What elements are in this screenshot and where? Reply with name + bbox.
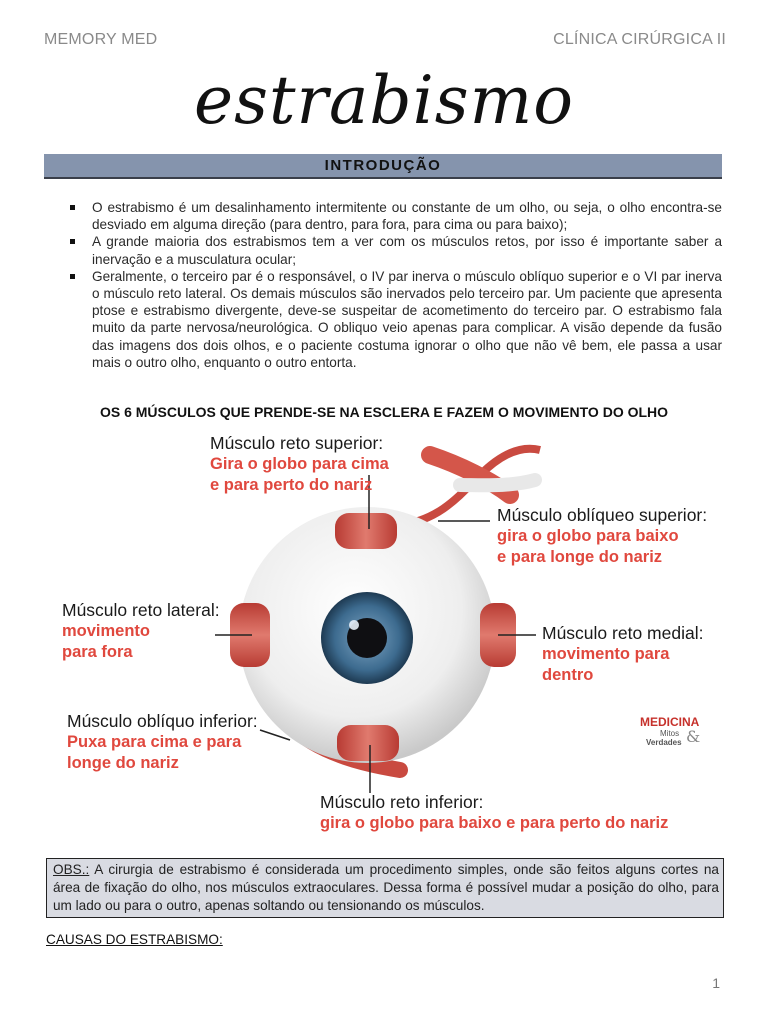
label-obliquo-superior bbox=[497, 505, 707, 568]
label-desc: movimento bbox=[62, 622, 151, 640]
superior-rectus-muscle bbox=[335, 513, 397, 549]
label-reto-inferior bbox=[320, 792, 668, 834]
bullet-icon bbox=[70, 239, 75, 244]
bullet-text: O estrabismo é um desalinhamento intermitente ou constante de um olho, ou seja, o olho encontra-se desviado em alguma direção (para dentro, para fora, para cima ou para baixo); bbox=[92, 200, 722, 233]
logo-line3: Verdades bbox=[646, 738, 682, 747]
label-desc: Gira o globo para cima bbox=[210, 455, 389, 473]
page-title: estrabismo bbox=[194, 62, 574, 139]
obs-box bbox=[46, 858, 724, 918]
label-name: Músculo reto inferior: bbox=[320, 792, 484, 812]
label-reto-lateral bbox=[62, 600, 220, 663]
logo-line1: MEDICINA bbox=[640, 715, 700, 729]
label-desc: movimento para bbox=[542, 645, 670, 663]
label-reto-superior bbox=[210, 433, 389, 496]
list-item bbox=[50, 199, 722, 233]
eye-muscles-figure bbox=[40, 425, 730, 845]
label-obliquo-inferior bbox=[67, 711, 258, 774]
intro-bullet-list bbox=[50, 199, 722, 371]
obs-text: A cirurgia de estrabismo é considerada um procedimento simples, onde são feitos alguns cortes na área de fixação do olho, nos músculos extraoculares. Dessa forma é possível mudar a posição do olho, para um lado ou para o outro, apenas soltando ou tensionando os músculos. bbox=[53, 862, 719, 913]
bullet-text: A grande maioria dos estrabismos tem a ver com os músculos retos, por isso é importante saber a inervação e a musculatura ocular; bbox=[92, 234, 722, 267]
label-desc: longe do nariz bbox=[67, 754, 179, 772]
header-left: MEMORY MED bbox=[44, 31, 158, 48]
list-item bbox=[50, 268, 722, 371]
medicina-mitos-verdades-logo bbox=[640, 715, 699, 747]
logo-ampersand: & bbox=[686, 727, 701, 746]
section-title-bar: INTRODUÇÃO bbox=[44, 154, 722, 179]
obs-label: OBS.: bbox=[53, 862, 90, 877]
label-desc: e para longe do nariz bbox=[497, 548, 663, 566]
bullet-text: Geralmente, o terceiro par é o responsável, o IV par inerva o músculo oblíquo superior e o VI par inerva o músculo reto lateral. Os demais músculos são inervados pelo terceiro par. Um paciente que apresenta ptose e estrabismo divergente, deve-se suspeitar de acometimento do terceiro par. O estrabismo fala muito da parte nervosa/neurológica. O obliquo veio apenas para complicar. A visão depende da fusão das imagens dos dois olhos, e o paciente costuma ignorar o olho que não vê bem, ele passa a usar mais o outro olho, enquanto o outro entorta. bbox=[92, 268, 722, 370]
label-desc: dentro bbox=[542, 666, 594, 684]
logo-line2: Mitos bbox=[660, 729, 680, 738]
bullet-icon bbox=[70, 205, 75, 210]
header-right: CLÍNICA CIRÚRGICA II bbox=[553, 31, 726, 48]
label-name: Músculo reto medial: bbox=[542, 623, 704, 643]
figure-title: OS 6 MÚSCULOS QUE PRENDE-SE NA ESCLERA E FAZEM O MOVIMENTO DO OLHO bbox=[99, 404, 669, 420]
bullet-icon bbox=[70, 274, 75, 279]
label-name: Músculo oblíqueo superior: bbox=[497, 505, 708, 525]
label-reto-medial bbox=[542, 623, 703, 686]
causas-heading: CAUSAS DO ESTRABISMO: bbox=[46, 932, 223, 947]
trochlea-tendon bbox=[460, 480, 535, 485]
label-desc: Puxa para cima e para bbox=[67, 733, 242, 751]
label-desc: para fora bbox=[62, 643, 133, 661]
label-desc: gira o globo para baixo e para perto do nariz bbox=[320, 814, 669, 832]
inferior-rectus-muscle bbox=[337, 725, 399, 761]
label-name: Músculo reto superior: bbox=[210, 433, 384, 453]
list-item bbox=[50, 233, 722, 267]
label-name: Músculo reto lateral: bbox=[62, 600, 220, 620]
label-name: Músculo oblíquo inferior: bbox=[67, 711, 258, 731]
page-number: 1 bbox=[712, 975, 720, 991]
label-desc: gira o globo para baixo bbox=[497, 527, 679, 545]
iris-highlight bbox=[349, 620, 359, 630]
label-desc: e para perto do nariz bbox=[210, 476, 373, 494]
